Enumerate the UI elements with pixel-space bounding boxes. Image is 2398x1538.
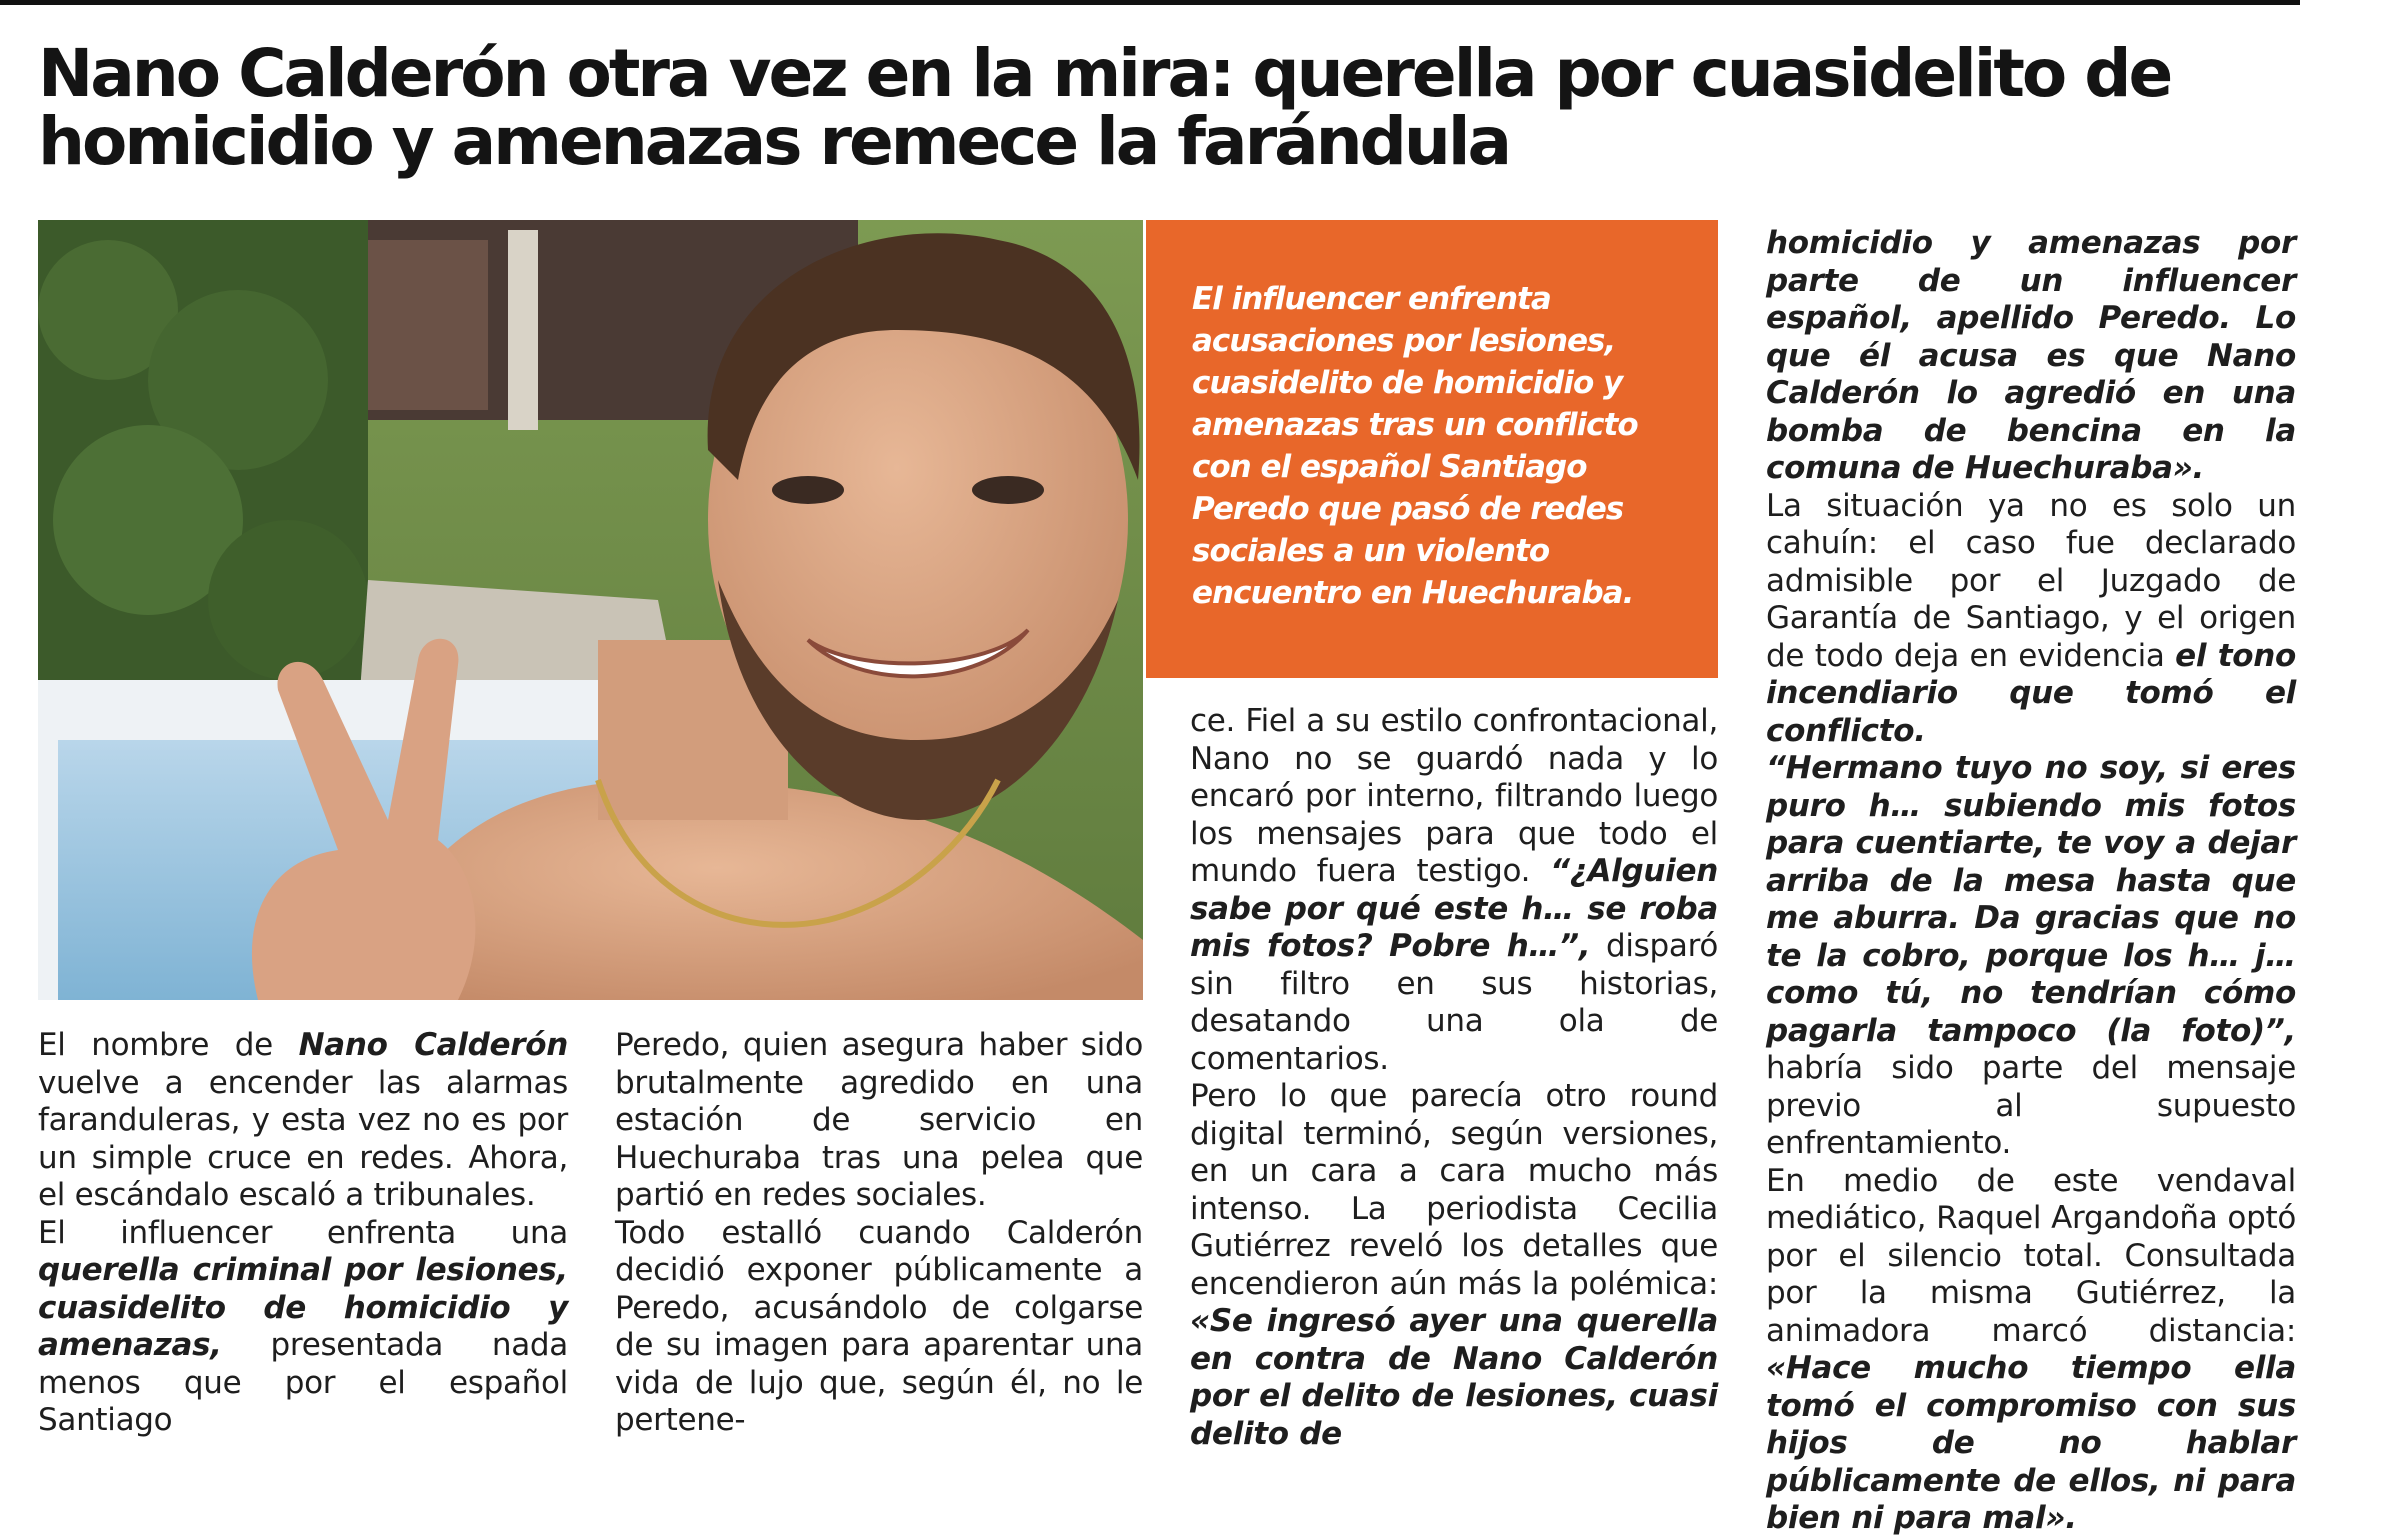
bold-run: el tono incendiario que tomó el conflicto. — [1766, 637, 2297, 749]
paragraph — [38, 1027, 568, 1215]
paragraph: Todo estalló cuando Calderón decidió exponer públicamente a Peredo, acusándolo de colgarse de su imagen para aparentar una vida de lujo que, según él, no le pertene- — [615, 1214, 1143, 1438]
bold-run: «Hace mucho tiempo ella tomó el compromiso con sus hijos de no hablar públicamente de ellos, ni para bien ni para mal». — [1766, 1350, 2296, 1536]
paragraph: Peredo, quien asegura haber sido brutalmente agredido en una estación de servicio en Huechuraba tras una pelea que partió en redes sociales. — [615, 1027, 1143, 1213]
article-photo — [38, 220, 1143, 1000]
headline-line-2: homicidio y amenazas remece la farándula — [38, 102, 1510, 180]
paragraph — [1766, 750, 2296, 1163]
bold-run: “Hermano tuyo no soy, si eres puro h… subiendo mis fotos para cuentiarte, te voy a dejar arriba de la mesa hasta que me aburra. Da gracias que no te la cobro, porque los h… j… como tú, no tendrían cómo pagarla tampoco (la foto)”, — [1766, 750, 2296, 1049]
bold-run: homicidio y amenazas por parte de un influencer español, apellido Peredo. Lo que él acusa es que Nano Calderón lo agredió en una bomba de bencina en la comuna de Huechuraba». — [1766, 225, 2296, 486]
paragraph — [1190, 1078, 1718, 1453]
article-column-4 — [1766, 225, 2296, 1538]
text-run: En medio de este vendaval mediático, Raquel Argandoña optó por el silencio total. Consultada por la misma Gutiérrez, la animadora marcó distancia: — [1766, 1162, 2296, 1349]
photo-illustration — [38, 220, 1143, 1000]
paragraph — [1190, 703, 1718, 1078]
text-run: presentada nada menos que por el español Santiago — [38, 1327, 568, 1438]
article-column-1 — [38, 1027, 568, 1440]
paragraph — [38, 1215, 568, 1440]
pull-quote-box — [1146, 220, 1718, 678]
text-run: La situación ya no es solo un cahuín: el caso fue declarado admisible por el Juzgado de Garantía de Santiago, y el origen de todo deja en evidencia — [1766, 487, 2296, 674]
text-run: ce. Fiel a su estilo confrontacional, Nano no se guardó nada y lo encaró por interno, filtrando luego los mensajes para que todo el mundo fuera testigo. — [1190, 703, 1718, 889]
text-run: Pero lo que parecía otro round digital terminó, según versiones, en un cara a cara mucho más intenso. La periodista Cecilia Gutiérrez reveló los detalles que encendieron aún más la polémica: — [1190, 1078, 1718, 1302]
text-run: disparó sin filtro en sus historias, desatando una ola de comentarios. — [1190, 928, 1718, 1077]
bold-run: “¿Alguien sabe por qué este h… se roba mis fotos? Pobre h…”, — [1190, 853, 1718, 964]
headline-line-1: Nano Calderón otra vez en la mira: querella por cuasidelito de — [38, 35, 2171, 112]
article-column-2 — [615, 1027, 1143, 1440]
text-run: habría sido parte del mensaje previo al supuesto enfrentamiento. — [1766, 1050, 2296, 1161]
paragraph — [1766, 488, 2296, 751]
text-run: El nombre de — [38, 1027, 299, 1063]
top-rule — [0, 0, 2300, 5]
pull-quote-text: El influencer enfrenta acusaciones por lesiones, cuasidelito de homicidio y amenazas tras un conflicto con el español Santiago Peredo que pasó de redes sociales a un violento encuentro en Huechuraba. — [1192, 281, 1638, 611]
bold-run: Nano Calderón — [298, 1027, 568, 1063]
text-run: vuelve a encender las alarmas faranduleras, y esta vez no es por un simple cruce en redes. Ahora, el escándalo escaló a tribunales. — [38, 1064, 568, 1213]
headline — [38, 35, 2318, 180]
bold-run: querella criminal por lesiones, cuasidelito de homicidio y amenazas, — [38, 1252, 568, 1363]
bold-run: «Se ingresó ayer una querella en contra de Nano Calderón por el delito de lesiones, cuasi delito de — [1190, 1303, 1718, 1452]
article-column-3 — [1190, 703, 1718, 1453]
paragraph — [1766, 1163, 2296, 1538]
text-run: El influencer enfrenta una — [38, 1214, 568, 1251]
paragraph — [1766, 225, 2296, 488]
